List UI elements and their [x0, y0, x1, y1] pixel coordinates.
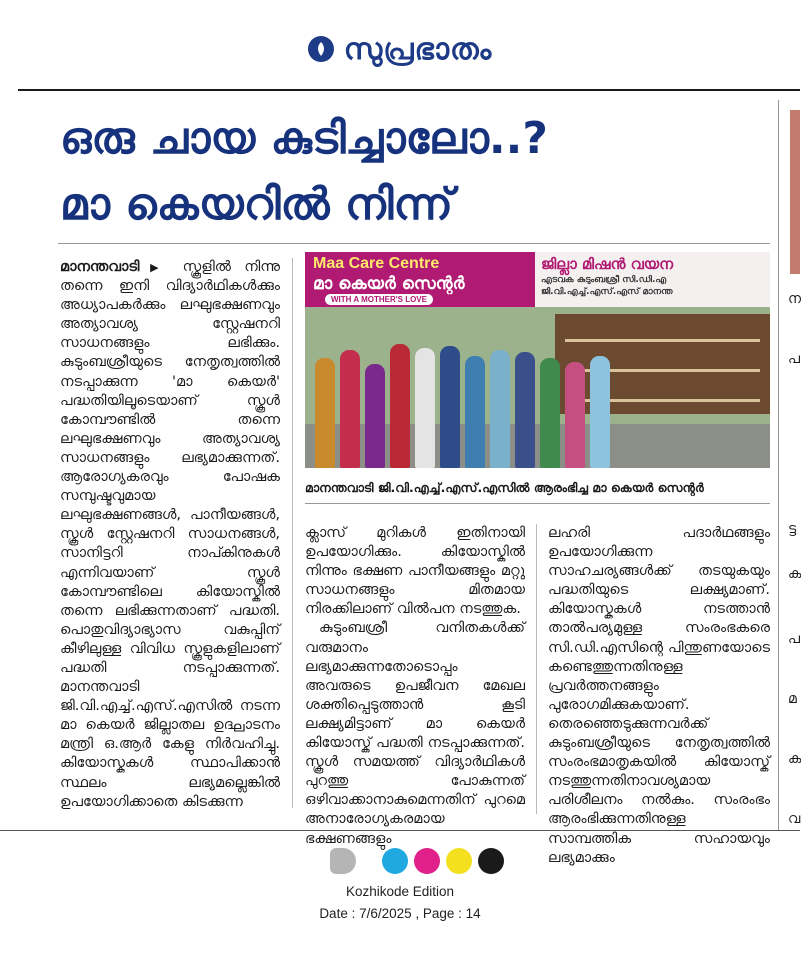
- side-text: പ: [788, 631, 800, 647]
- photo-banner: [305, 252, 770, 307]
- person-figure: [540, 358, 560, 468]
- person-figure: [390, 344, 410, 468]
- banner-left-panel: [305, 252, 535, 307]
- article-column-2: [305, 524, 525, 849]
- kiosk-shelf: [565, 339, 760, 342]
- article-column-1: [60, 258, 280, 812]
- article-headline: [60, 106, 760, 238]
- banner-english-text: Maa Care Centre: [313, 255, 440, 272]
- print-registration-marks: [330, 848, 356, 874]
- date-page-label: Date : 7/6/2025 , Page : 14: [319, 906, 481, 921]
- side-text: മ: [788, 691, 797, 707]
- dateline-arrow-icon: ▶: [141, 261, 168, 274]
- banner-malayalam-text: മാ കെയർ സെന്റർ: [313, 274, 465, 294]
- banner-right-title: ജില്ലാ മിഷൻ വയന: [541, 255, 674, 273]
- side-column-rule: [778, 100, 779, 830]
- gray-registration-mark-icon: [330, 848, 356, 874]
- side-text: ക: [788, 566, 801, 582]
- person-figure: [440, 346, 460, 468]
- person-figure: [465, 356, 485, 468]
- person-figure: [415, 348, 435, 468]
- person-figure: [365, 364, 385, 468]
- kiosk-shelves: [555, 314, 770, 414]
- column-3-para-1: ലഹരി പദാർഥങ്ങളും ഉപയോഗിക്കുന്ന സാഹചര്യങ്ങൾക്ക് തടയുകയും പദ്ധതിയുടെ ലക്ഷ്യമാണ്. കിയോസ്കുകൾ നടത്താൻ താൽപര്യമുള്ള സംരംഭകരെ സി.ഡി.എസിന്റെ പിന്തുണയോടെ കണ്ടെത്തുന്നതിനുള്ള പ്രവർത്തനങ്ങളും പുരോഗമിക്കുകയാണ്. തെരഞ്ഞെടുക്കുന്നവർക്ക് കുടുംബശ്രീയുടെ നേതൃത്വത്തിൽ സംരംഭമാതൃകയിൽ കിയോസ്ക് നടത്തുന്നതിനാവശ്യമായ പരിശീലനം നൽകും. സംരംഭം ആരംഭിക്കുന്നതിനുള്ള സാമ്പത്തിക സഹായവും ലഭ്യമാക്കും: [548, 525, 770, 866]
- caption-rule: [305, 503, 770, 504]
- column-2-para-1: ക്ലാസ് മുറികൾ ഇതിനായി ഉപയോഗിക്കും. കിയോസ്കിൽ നിന്നും ഭക്ഷണ പാനീയങ്ങളും മറ്റു സാധനങ്ങളും മിതമായ നിരക്കിലാണ് വിൽപന നടത്തുക.: [305, 525, 525, 618]
- page-bottom-rule: [0, 830, 800, 831]
- person-figure: [315, 358, 335, 468]
- black-dot-icon: [478, 848, 504, 874]
- headline-line-2: മാ കെയറിൽ നിന്ന്: [60, 179, 453, 230]
- side-text: ട്ട: [788, 521, 797, 537]
- headline-rule: [58, 243, 770, 244]
- adjacent-article-edge: [778, 100, 800, 830]
- banner-right-panel: [541, 255, 770, 297]
- person-figure: [340, 350, 360, 468]
- article-column-3: [548, 524, 770, 868]
- masthead-rule: [18, 89, 800, 91]
- column-1-text: സ്കൂളിൽ നിന്നു തന്നെ ഇനി വിദ്യാർഥികൾക്കും അധ്യാപകർക്കും ലഘുഭക്ഷണവും അത്യാവശ്യ സ്റ്റേഷനറി സാധനങ്ങളും ലഭിക്കും. കുടുംബശ്രീയുടെ നേതൃത്വത്തിൽ നടപ്പാക്കുന്ന 'മാ കെയർ' പദ്ധതിയിലൂടെയാണ് സ്കൂൾ കോമ്പൗണ്ടിൽ തന്നെ ലഘുഭക്ഷണവും അത്യാവശ്യ സാധനങ്ങളും ലഭ്യമാക്കുന്നത്. ആരോഗ്യകരവും പോഷക സമ്പുഷ്ടവുമായ ലഘുഭക്ഷണങ്ങൾ, പാനീയങ്ങൾ, സ്കൂൾ സ്റ്റേഷനറി സാധനങ്ങൾ, സാനിട്ടറി നാപ്കിനുകൾ എന്നിവയാണ് സ്കൂൾ കോമ്പൗണ്ടിലെ കിയോസ്കിൽ തന്നെ ലഭിക്കുന്നതാണ് പദ്ധതി. പൊതുവിദ്യാഭ്യാസ വകുപ്പിന് കീഴിലുള്ള വിവിധ സ്കൂളുകളിലാണ് പദ്ധതി നടപ്പാക്കുന്നത്. മാനന്തവാടി ജി.വി.എച്ച്.എസ്.എസിൽ നടന്ന മാ കെയർ ജില്ലാതല ഉദ്ഘാടനം മന്ത്രി ഒ.ആർ കേളു നിർവഹിച്ചു. കിയോസ്കുകൾ സ്ഥാപിക്കാൻ സ്ഥലം ലഭ്യമല്ലെങ്കിൽ ഉപയോഗിക്കാതെ കിടക്കുന്ന: [60, 259, 280, 810]
- banner-right-line3: ജി.വി.എച്ച്.എസ്.എസ് മാനന്ത: [541, 287, 673, 297]
- side-text: ന: [788, 291, 801, 307]
- newspaper-title: സുപ്രഭാതം: [343, 31, 493, 67]
- banner-tagline: WITH A MOTHER'S LOVE: [325, 294, 433, 305]
- article-photo: [305, 252, 770, 468]
- side-text: പ: [788, 351, 800, 367]
- column-divider: [536, 524, 537, 814]
- yellow-dot-icon: [446, 848, 472, 874]
- magenta-dot-icon: [414, 848, 440, 874]
- edition-label: Kozhikode Edition: [345, 884, 455, 899]
- masthead: [0, 18, 800, 80]
- dateline: മാനന്തവാടി: [60, 259, 140, 275]
- adjacent-photo: [790, 110, 800, 274]
- banner-right-line2: എടവക കുടുംബശ്രീ സി.ഡി.എ: [541, 275, 667, 285]
- column-2-para-2: കുടുംബശ്രീ വനിതകൾക്ക് വരുമാനം ലഭ്യമാക്കുന്നതോടൊപ്പം അവരുടെ ഉപജീവന മേഖല ശക്തിപ്പെടുത്താൻ കൂടി ലക്ഷ്യമിട്ടാണ് മാ കെയർ കിയോസ്ക് പദ്ധതി നടപ്പാക്കുന്നത്. സ്കൂൾ സമയത്ത് വിദ്യാർഥികൾ പുറത്തു പോകുന്നത് ഒഴിവാക്കാനാകുമെന്നതിന് പുറമെ അനാരോഗ്യകരമായ ഭക്ഷണങ്ങളും: [305, 620, 525, 847]
- photo-caption: മാനന്തവാടി ജി.വി.എച്ച്.എസ്.എസിൽ ആരംഭിച്ച മാ കെയർ സെന്റർ: [305, 480, 704, 495]
- cmyk-color-bar: [382, 848, 504, 874]
- cyan-dot-icon: [382, 848, 408, 874]
- person-figure: [515, 352, 535, 468]
- headline-line-1: ഒരു ചായ കുടിച്ചാലോ..?: [60, 113, 548, 164]
- person-figure: [490, 350, 510, 468]
- person-figure: [565, 362, 585, 468]
- side-text: വ: [788, 811, 801, 827]
- side-text: ക: [788, 751, 801, 767]
- newspaper-logo-icon: [308, 36, 334, 62]
- person-figure: [590, 356, 610, 468]
- column-divider: [292, 258, 293, 808]
